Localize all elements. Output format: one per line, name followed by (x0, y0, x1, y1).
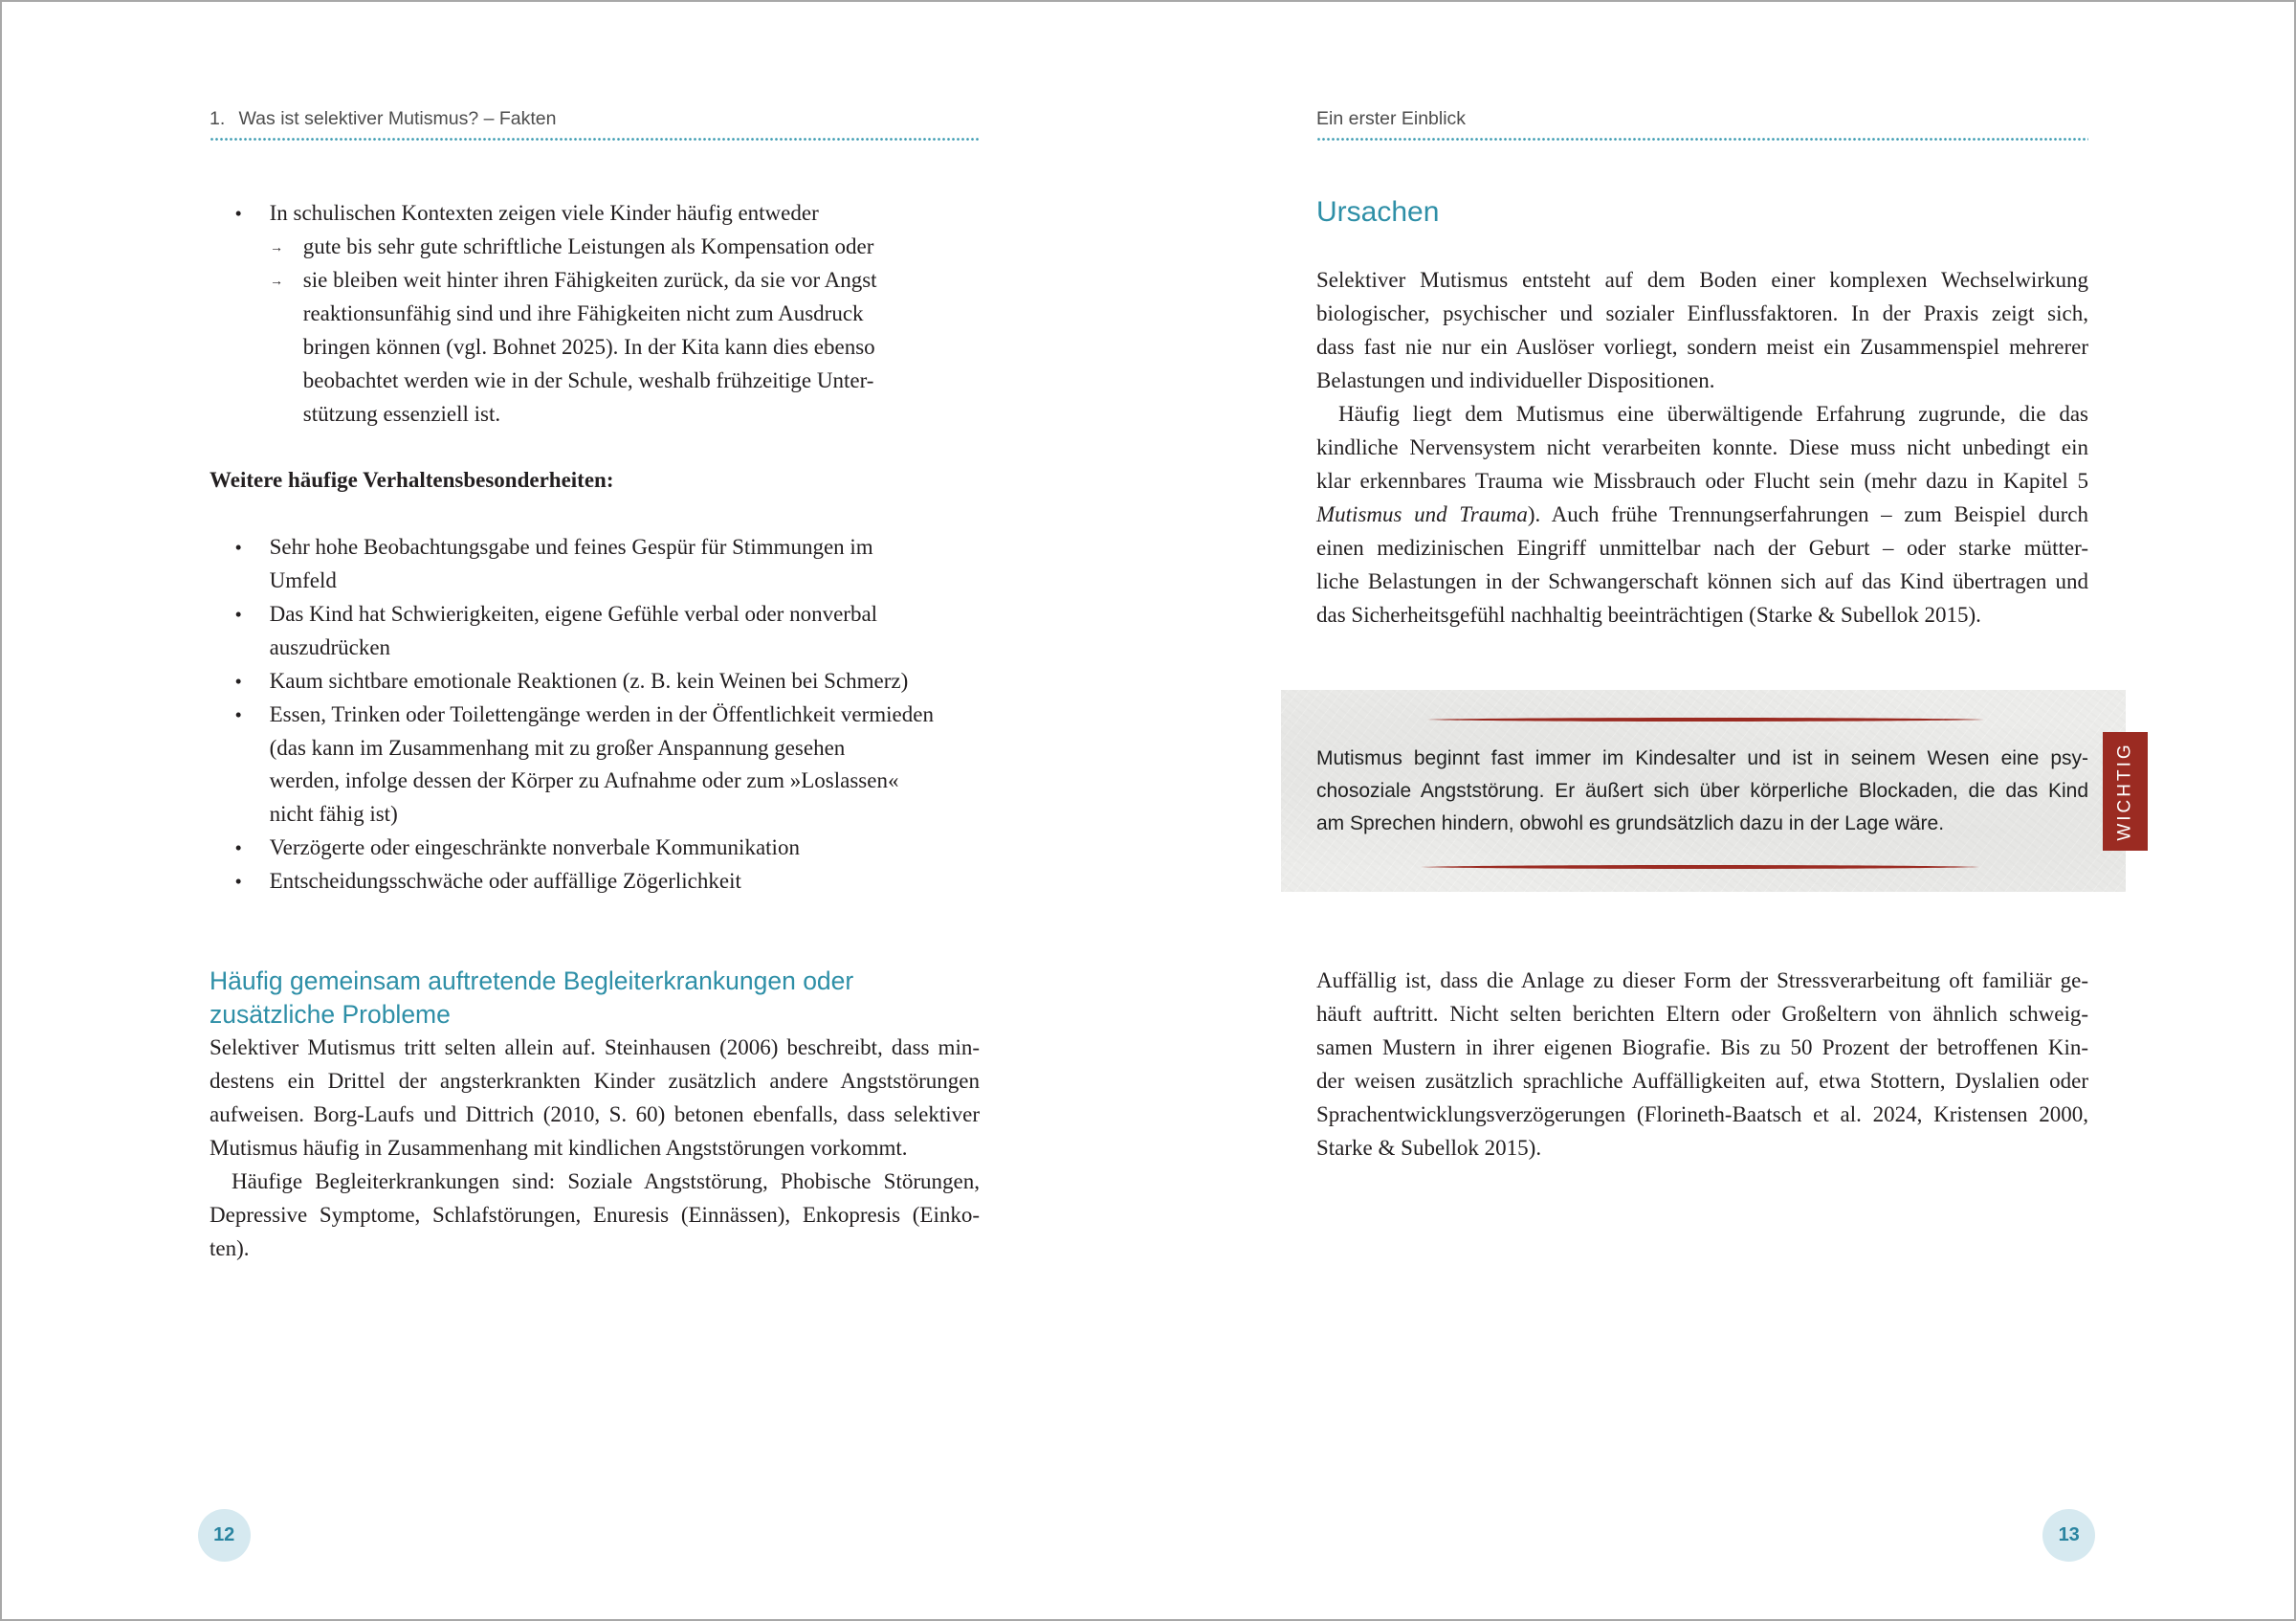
important-tab (2103, 732, 2148, 851)
paragraph-line: Belastungen und individueller Dispositionen. (1316, 368, 1715, 393)
list-item (210, 598, 980, 632)
paragraph-line-text: ). Auch frühe Trennungserfahrungen – zum Beispiel durch (1527, 501, 2088, 526)
sub-list-item-text: gute bis sehr gute schriftliche Leistungen als Kompensation oder (302, 233, 874, 258)
list-item-text: In schulischen Kontexten zeigen viele Kinder häufig entweder (269, 201, 819, 225)
list-item-text: Umfeld (269, 567, 337, 592)
heading-line: Häufig gemeinsam auftretende Begleiterkrankungen oder (210, 966, 854, 995)
box-line: Mutismus beginnt fast immer im Kindesalter und ist in seinem Wesen eine psy- (1316, 746, 2088, 769)
paragraph-line: kindliche Nervensystem nicht verarbeiten konnte. Diese muss nicht unbedingt ein (1316, 435, 2088, 459)
chapter-number: 1. (210, 108, 226, 129)
paragraph-line: der weisen zusätzlich sprachliche Auffälligkeiten auf, etwa Stottern, Dyslalien oder (1316, 1068, 2088, 1093)
list-item-text: Kaum sichtbare emotionale Reaktionen (z. B. kein Weinen bei Schmerz) (269, 668, 909, 693)
heredity-text (1316, 965, 2088, 1166)
left-text-column (210, 0, 980, 1621)
list-item-text: auszudrücken (269, 634, 391, 659)
list-item-text: Sehr hohe Beobachtungsgabe und feines Gespür für Stimmungen im (269, 535, 873, 559)
sub-list-item-continuation (210, 365, 980, 398)
sub-list-item (210, 264, 980, 298)
section-heading: Ursachen (1316, 195, 1440, 228)
heading-line: zusätzliche Probleme (210, 1000, 451, 1029)
sub-list-item-text: reaktionsunfähig sind und ihre Fähigkeiten nicht zum Ausdruck (302, 300, 864, 325)
sub-list-item-continuation (210, 398, 980, 432)
paragraph-line: Depressive Symptome, Schlafstörungen, Enuresis (Einnässen), Enkopresis (Einko- (210, 1203, 980, 1227)
list-item (210, 665, 980, 699)
list-item-text: Verzögerte oder eingeschränkte nonverbale Kommunikation (269, 835, 800, 860)
list-item-continuation (210, 732, 980, 766)
list-item-text: werden, infolge dessen der Körper zu Aufnahme oder zum »Loslassen« (269, 768, 899, 793)
paragraph-line: Häufige Begleiterkrankungen sind: Soziale Angststörung, Phobische Störungen, (232, 1169, 980, 1194)
list-item-continuation (210, 798, 980, 832)
list-item (210, 865, 980, 899)
page-number-right: 13 (2042, 1509, 2095, 1562)
sub-list-item-text: sie bleiben weit hinter ihren Fähigkeiten zurück, da sie vor Angst (302, 267, 877, 292)
list-item (210, 197, 980, 231)
paragraph-line: Selektiver Mutismus entsteht auf dem Boden einer komplexen Wechselwirkung (1316, 268, 2088, 293)
paragraph-line: ten). (210, 1235, 250, 1260)
bullet-icon (235, 865, 242, 899)
list-item-continuation (210, 565, 980, 598)
brush-stroke (1427, 717, 1984, 721)
behaviors-heading: Weitere häufige Verhaltensbesonderheiten: (210, 467, 614, 492)
sub-list-item (210, 231, 980, 264)
behaviors-heading-block (210, 464, 980, 498)
paragraph-line: Starke & Subellok 2015). (1316, 1135, 1542, 1160)
paragraph-line: aufweisen. Borg-Laufs und Dittrich (2010, S. 60) betonen ebenfalls, dass selektiver (210, 1102, 980, 1127)
running-header-right: Ein erster Einblick (1316, 108, 1467, 129)
paragraph-line: biologischer, psychischer und sozialer Einflussfaktoren. In der Praxis zeigt sich, (1316, 301, 2088, 326)
bullet-icon (235, 699, 242, 732)
paragraph-line: einen medizinischen Eingriff unmittelbar nach der Geburt – oder starke mütter- (1316, 535, 2088, 560)
paragraph-line (1316, 499, 2088, 532)
page-number-left: 12 (198, 1509, 251, 1562)
bullet-icon (235, 598, 242, 632)
sub-list-item-text: beobachtet werden wie in der Schule, weshalb frühzeitige Unter- (302, 367, 874, 392)
paragraph-line: samen Mustern in ihrer eigenen Biografie. Bis zu 50 Prozent der betroffenen Kin- (1316, 1034, 2088, 1059)
paragraph-line: Auffällig ist, dass die Anlage zu dieser Form der Stressverarbeitung oft familiär ge- (1316, 968, 2088, 992)
important-box-text (1316, 743, 2088, 841)
paragraph-line: destens ein Drittel der angsterkrankten Kinder zusätzlich andere Angststörungen (210, 1069, 980, 1094)
sub-list-item-continuation (210, 298, 980, 331)
arrow-icon (270, 231, 283, 264)
box-bottom-divider (1421, 863, 1979, 871)
list-item (210, 699, 980, 732)
book-title-reference: Mutismus und Trauma (1316, 501, 1528, 526)
behaviors-list (210, 531, 980, 899)
paragraph-line: Selektiver Mutismus tritt selten allein auf. Steinhausen (2006) beschreibt, dass min- (210, 1035, 980, 1060)
sub-list-item-continuation (210, 331, 980, 365)
paragraph-line: Häufig liegt dem Mutismus eine überwältigende Erfahrung zugrunde, die das (1338, 402, 2088, 427)
important-tab-label: WICHTIG (2114, 742, 2135, 841)
list-item-continuation (210, 632, 980, 665)
bullet-icon (235, 197, 242, 231)
list-item-text: Entscheidungsschwäche oder auffällige Zögerlichkeit (269, 869, 741, 894)
paragraph-line: Mutismus häufig in Zusammenhang mit kindlichen Angststörungen vorkommt. (210, 1136, 908, 1161)
list-item (210, 832, 980, 865)
paragraph-line: Sprachentwicklungsverzögerungen (Florineth-Baatsch et al. 2024, Kristensen 2000, (1316, 1101, 2088, 1126)
bullet-icon (235, 531, 242, 565)
paragraph-line: klar erkennbares Trauma wie Missbrauch oder Flucht sein (mehr dazu in Kapitel 5 (1316, 468, 2088, 493)
list-item-text: Essen, Trinken oder Toilettengänge werden in der Öffentlichkeit vermieden (269, 701, 934, 726)
paragraph-line: dass fast nie nur ein Auslöser vorliegt, sondern meist ein Zusammenspiel mehrerer (1316, 335, 2088, 360)
list-item-continuation (210, 765, 980, 798)
box-line: am Sprechen hindern, obwohl es grundsätzlich dazu in der Lage wäre. (1316, 812, 1945, 835)
box-top-divider (1427, 716, 1984, 723)
chapter-title: Was ist selektiver Mutismus? – Fakten (238, 108, 557, 129)
box-line: chosoziale Angststörung. Er äußert sich über körperliche Blockaden, die das Kind (1316, 779, 2088, 802)
comorbidity-heading (210, 965, 853, 1032)
bullet-icon (235, 665, 242, 699)
school-list (210, 197, 980, 431)
paragraph-line: liche Belastungen in der Schwangerschaft können sich auf das Kind übertragen und (1316, 568, 2088, 593)
list-item (210, 531, 980, 565)
paragraph-line: häuft auftritt. Nicht selten berichten Eltern oder Großeltern von ähnlich schweig- (1316, 1001, 2088, 1026)
sub-list-item-text: bringen können (vgl. Bohnet 2025). In der Kita kann dies ebenso (302, 334, 875, 359)
brush-stroke (1421, 865, 1979, 869)
bullet-icon (235, 832, 242, 865)
causes-text (1316, 264, 2088, 632)
sub-list-item-text: stützung essenziell ist. (302, 401, 501, 426)
list-item-text: (das kann im Zusammenhang mit zu großer Anspannung gesehen (269, 735, 846, 760)
comorbidity-text (210, 1032, 980, 1265)
list-item-text: nicht fähig ist) (269, 802, 398, 827)
paragraph-line: das Sicherheitsgefühl nachhaltig beeinträchtigen (Starke & Subellok 2015). (1316, 602, 1981, 627)
arrow-icon (270, 264, 283, 298)
list-item-text: Das Kind hat Schwierigkeiten, eigene Gefühle verbal oder nonverbal (269, 601, 878, 626)
